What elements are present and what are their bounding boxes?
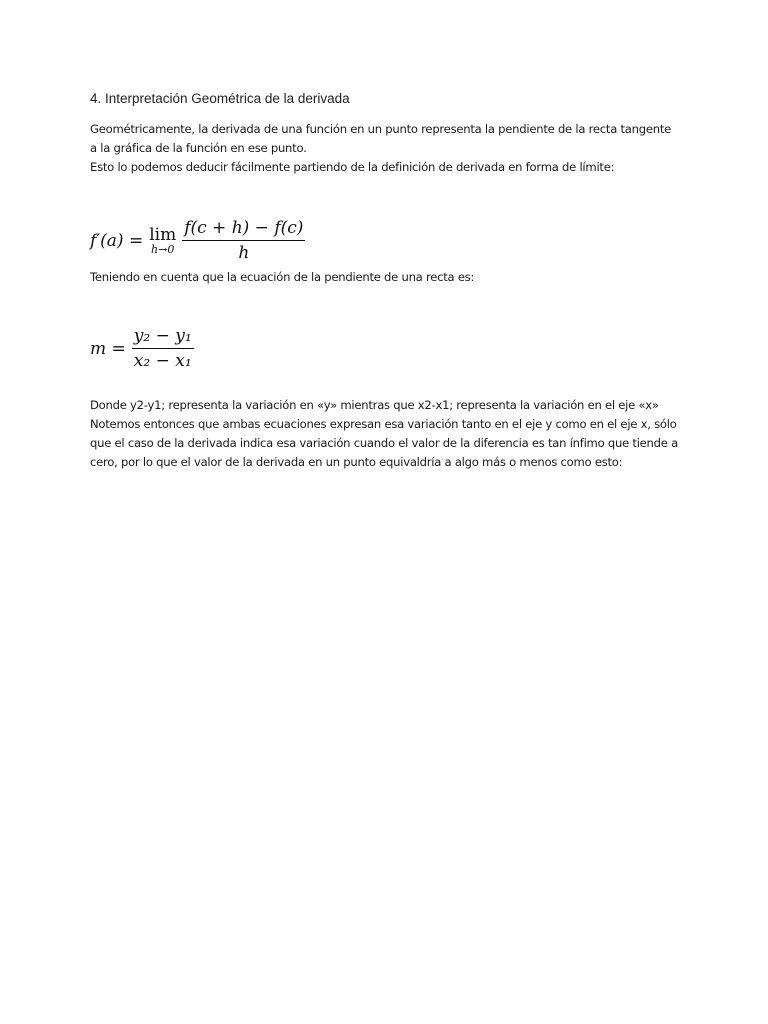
fraction-denominator: h — [238, 243, 250, 263]
paragraph-line: Donde y2-y1; representa la variación en «y» mientras que x2-x1; representa la variación en el eje «x» — [90, 398, 659, 412]
paragraph-line: cero, por lo que el valor de la derivada en un punto equivaldría a algo más o menos como esto: — [90, 455, 623, 469]
limit-label: lim — [149, 225, 177, 245]
slope-formula — [90, 326, 194, 376]
section-heading: 4. Interpretación Geométrica de la derivada — [90, 91, 350, 106]
derivative-limit-formula — [90, 218, 305, 268]
limit-operator — [149, 225, 176, 256]
formula-lhs: m = — [90, 338, 126, 359]
fraction-numerator: y₂ − y₁ — [132, 326, 194, 349]
paragraph-line: Notemos entonces que ambas ecuaciones expresan esa variación tanto en el eje y como en el eje x, sólo — [90, 417, 677, 431]
paragraph-line: Teniendo en cuenta que la ecuación de la pendiente de una recta es: — [90, 270, 475, 284]
formula-lhs: f′(a) = — [90, 230, 144, 251]
fraction-denominator: x₂ − x₁ — [133, 351, 192, 371]
formula-fraction — [132, 326, 194, 371]
paragraph-line: que el caso de la derivada indica esa variación cuando el valor de la diferencia es tan ínfimo que tiende a — [90, 436, 678, 450]
formula-fraction — [182, 218, 305, 263]
fraction-numerator: f(c + h) − f(c) — [182, 218, 305, 241]
paragraph-line: a la gráfica de la función en ese punto. — [90, 141, 307, 155]
paragraph-intro — [90, 120, 690, 177]
paragraph-line: Geométricamente, la derivada de una función en un punto representa la pendiente de la recta tangente — [90, 122, 672, 136]
paragraph-explanation — [90, 396, 690, 472]
paragraph-slope — [90, 268, 690, 287]
paragraph-line: Esto lo podemos deducir fácilmente partiendo de la definición de derivada en forma de límite: — [90, 160, 615, 174]
limit-subscript: h→0 — [151, 243, 175, 256]
